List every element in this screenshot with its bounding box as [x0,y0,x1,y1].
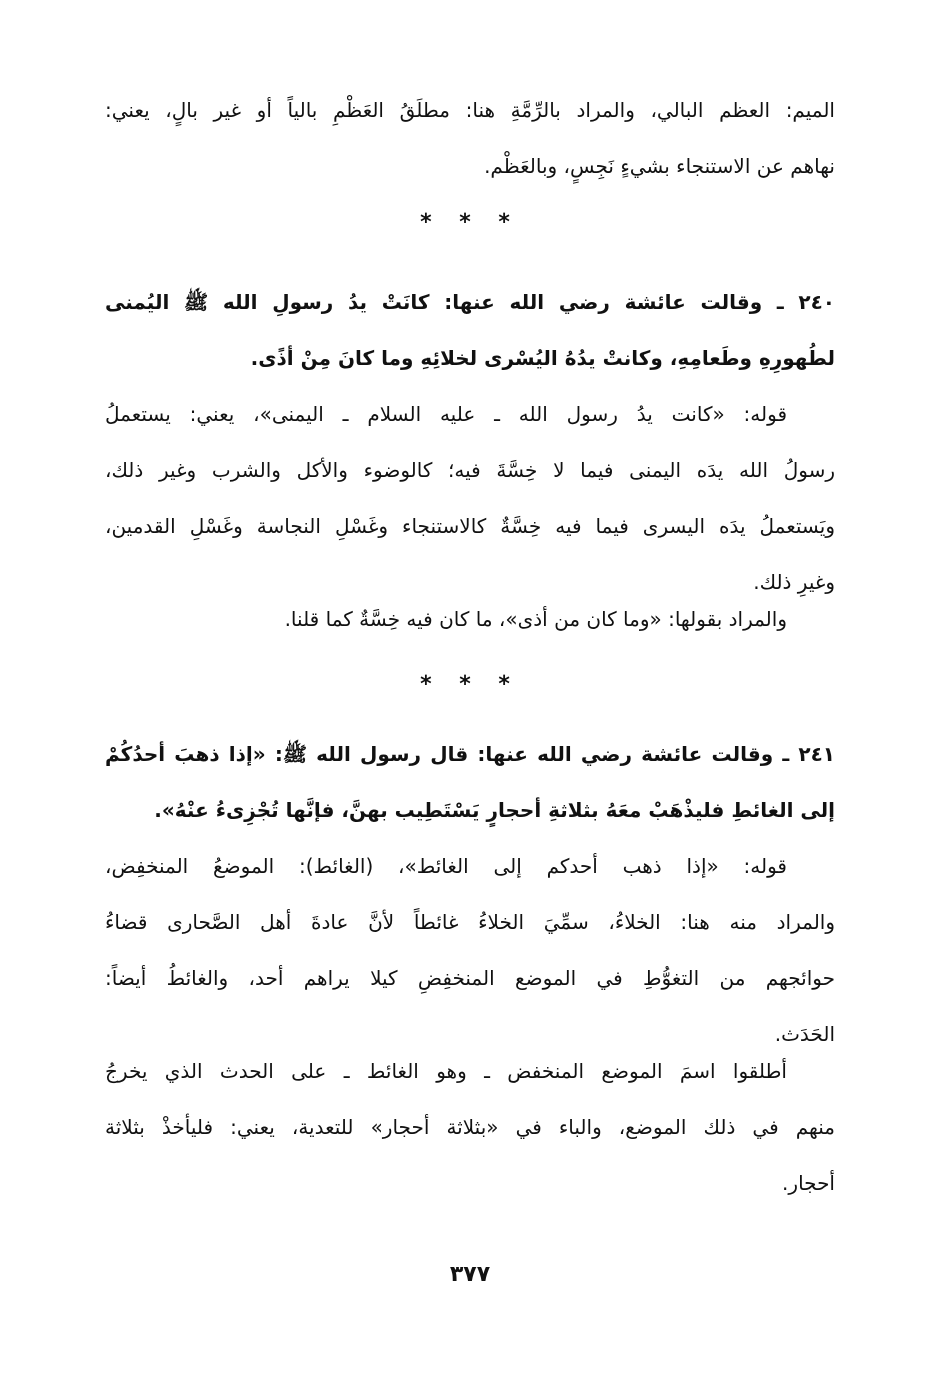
top-paragraph [105,96,835,180]
text-line: والمراد منه هنا: الخلاءُ، سمِّيَ الخلاءُ غائطاً لأنَّ عادةَ أهل الصَّحارى قضاءُ [105,910,835,934]
hadith-240 [105,288,835,372]
text-line: قوله: «إذا ذهب أحدكم إلى الغائط»، (الغائط): الموضعُ المنخفِض، [105,854,787,878]
text-line: قوله: «كانت يدُ رسول الله ـ عليه السلام ـ اليمنى»، يعني: يستعملُ [105,402,787,426]
text-line: رسولُ الله يدَه اليمنى فيما لا خِسَّةَ فيه؛ كالوضوء والأكل والشرب وغير ذلك، [105,458,835,482]
text-line: الميم: العظم البالي، والمراد بالرِّمَّةِ هنا: مطلَقُ العَظْمِ بالياً أو غير بالٍ، يعني: [105,98,835,122]
commentary-240 [105,400,835,596]
text-line: ويَستعملُ يدَه اليسرى فيما فيه خِسَّةٌ كالاستنجاء وغَسْلِ النجاسة وغَسْلِ القدمين، [105,514,835,538]
hadith-line: ٢٤١ ـ وقالت عائشة رضي الله عنها: قال رسول الله ﷺ: «إذا ذهبَ أحدُكُمْ [105,742,835,766]
commentary-241 [105,852,835,1048]
hadith-line: إلى الغائطِ فليذْهَبْ معَهُ بثلاثةِ أحجارٍ يَسْتَطِيب بهنَّ، فإنَّها تُجْزِىءُ عنْهُ». [154,798,835,822]
section-separator: * * * [420,672,520,697]
text-line: وغيرِ ذلك. [753,570,835,594]
section-separator: * * * [420,210,520,235]
page-number: ٣٧٧ [449,1262,491,1287]
text-line: حوائجهم من التغوُّطِ في الموضع المنخفِضِ كيلا يراهم أحد، والغائطُ أيضاً: [105,966,835,990]
text-line: والمراد بقولها: «وما كان من أذى»، ما كان فيه خِسَّةٌ كما قلنا. [284,607,787,631]
text-line: نهاهم عن الاستنجاء بشيءٍ نَجِسٍ، وبالعَظْم. [484,154,835,178]
commentary-241-b [105,1057,835,1197]
text-line: أطلقوا اسمَ الموضع المنخفض ـ وهو الغائط ـ على الحدث الذي يخرجُ [105,1059,787,1083]
text-line: الحَدَث. [774,1022,835,1046]
hadith-line: لطُهورِهِ وطَعامِهِ، وكانتْ يدُهُ اليُسْرى لخلائِهِ وما كانَ مِنْ أذًى. [250,346,835,370]
hadith-241 [105,740,835,824]
commentary-240-b [105,605,835,633]
text-line: منهم في ذلك الموضع، والباء في «بثلاثة أحجار» للتعدية، يعني: فليأخذْ بثلاثة [105,1115,835,1139]
hadith-line: ٢٤٠ ـ وقالت عائشة رضي الله عنها: كانَتْ يدُ رسولِ الله ﷺ اليُمنى [105,290,835,314]
text-line: أحجار. [782,1171,835,1195]
